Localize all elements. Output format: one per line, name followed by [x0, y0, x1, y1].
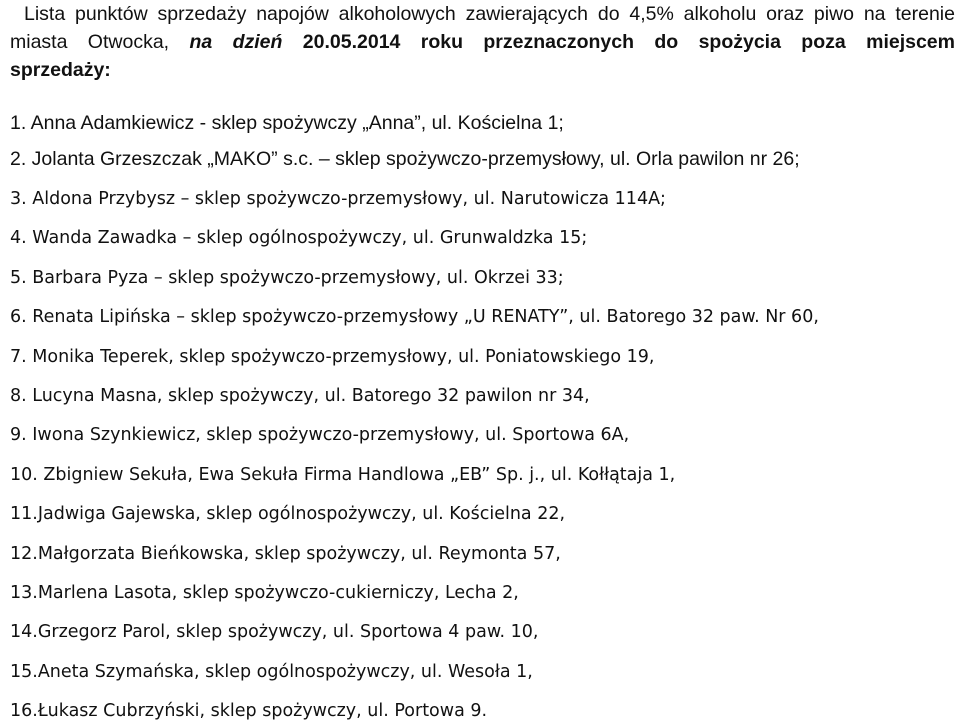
intro-sale-word: sprzedaży: — [10, 59, 111, 81]
list-item: 10. Zbigniew Sekuła, Ewa Sekuła Firma Handlowa „EB” Sp. j., ul. Kołłątaja 1, — [10, 465, 676, 485]
list-item: 4. Wanda Zawadka – sklep ogólnospożywczy, ul. Grunwaldzka 15; — [10, 228, 588, 248]
list-item: 7. Monika Teperek, sklep spożywczo-przemysłowy, ul. Poniatowskiego 19, — [10, 347, 655, 367]
list-item: 9. Iwona Szynkiewicz, sklep spożywczo-przemysłowy, ul. Sportowa 6A, — [10, 425, 630, 445]
list-item: 14.Grzegorz Parol, sklep spożywczy, ul. Sportowa 4 paw. 10, — [10, 622, 539, 642]
list-item: 1. Anna Adamkiewicz - sklep spożywczy „Anna”, ul. Kościelna 1; — [10, 112, 564, 134]
intro-date-italic: na dzień — [189, 31, 283, 53]
intro-date-rest: 20.05.2014 roku przeznaczonych do spożycia poza miejscem — [282, 31, 955, 53]
list-item: 11.Jadwiga Gajewska, sklep ogólnospożywczy, ul. Kościelna 22, — [10, 504, 566, 524]
list-item: 2. Jolanta Grzeszczak „MAKO” s.c. – sklep spożywczo-przemysłowy, ul. Orla pawilon nr 26; — [10, 148, 800, 170]
list-item: 8. Lucyna Masna, sklep spożywczy, ul. Batorego 32 pawilon nr 34, — [10, 386, 590, 406]
list-item: 13.Marlena Lasota, sklep spożywczo-cukierniczy, Lecha 2, — [10, 583, 519, 603]
intro-town: miasta Otwocka, — [10, 31, 190, 53]
list-item: 16.Łukasz Cubrzyński, sklep spożywczy, ul. Portowa 9. — [10, 701, 488, 721]
intro-line-1: Lista punktów sprzedaży napojów alkoholowych zawierających do 4,5% alkoholu oraz piwo na terenie — [24, 3, 955, 25]
list-item: 15.Aneta Szymańska, sklep ogólnospożywczy, ul. Wesoła 1, — [10, 662, 533, 682]
list-item: 12.Małgorzata Bieńkowska, sklep spożywczy, ul. Reymonta 57, — [10, 544, 561, 564]
list-item: 3. Aldona Przybysz – sklep spożywczo-przemysłowy, ul. Narutowicza 114A; — [10, 189, 666, 209]
list-item: 6. Renata Lipińska – sklep spożywczo-przemysłowy „U RENATY”, ul. Batorego 32 paw. Nr 60, — [10, 307, 819, 327]
list-item: 5. Barbara Pyza – sklep spożywczo-przemysłowy, ul. Okrzei 33; — [10, 268, 564, 288]
